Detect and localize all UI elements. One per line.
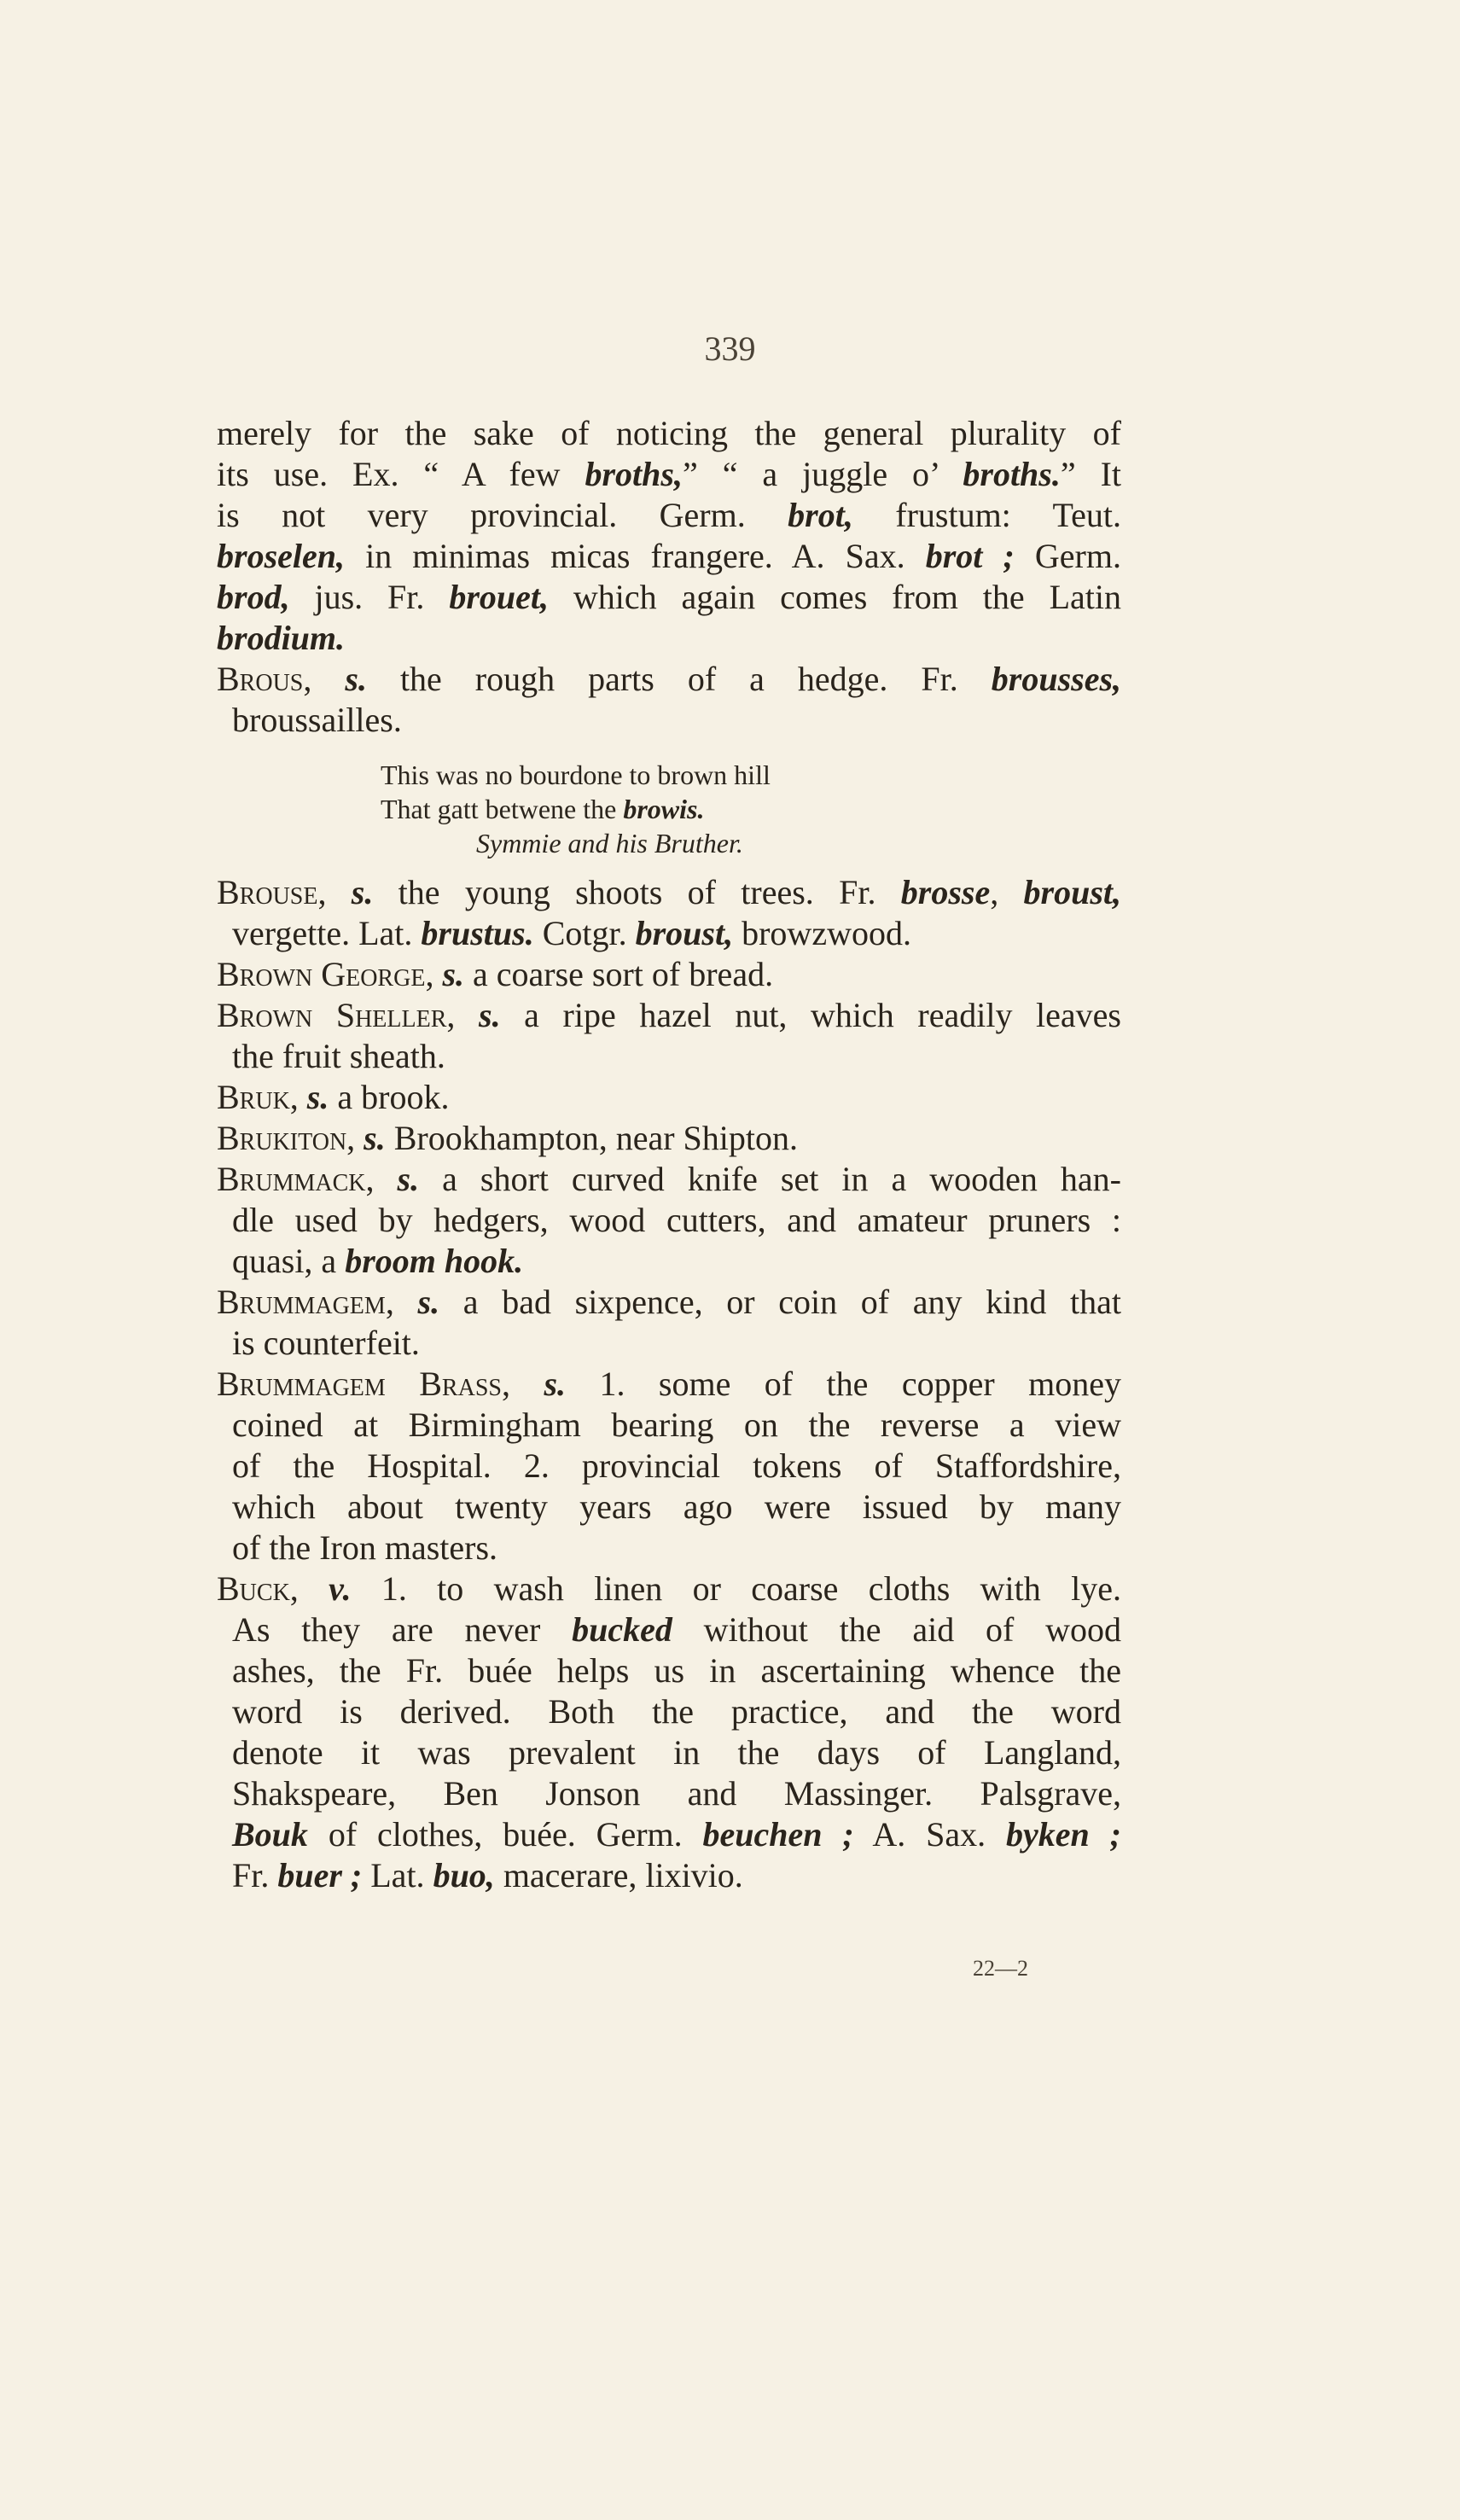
entry-line [217, 1077, 1121, 1118]
headword: Brouse [217, 873, 318, 911]
italic-text: broust, [1023, 873, 1121, 911]
text-run: coined at Birmingham bearing on the reverse a view [232, 1405, 1121, 1444]
italic-text: brodium. [217, 619, 346, 657]
text-run: ashes, the Fr. buée helps us in ascertaining whence the [232, 1651, 1121, 1690]
text-run: , [365, 1160, 398, 1198]
text-run: which again comes from the Latin [549, 578, 1121, 616]
italic-text: s. [345, 660, 367, 698]
italic-text: s. [364, 1119, 386, 1157]
entries-group-b [217, 872, 1121, 1896]
text-run: macerare, lixivio. [494, 1856, 743, 1894]
italic-text: brot ; [925, 537, 1015, 575]
text-run: Shakspeare, Ben Jonson and Massinger. Palsgrave, [232, 1774, 1121, 1813]
intro-line [217, 618, 1121, 659]
headword: Brummagem Brass [217, 1365, 502, 1403]
quote-line-2-text: That gatt betwene the [381, 794, 624, 824]
entry-line [217, 1364, 1121, 1405]
italic-text: v. [329, 1569, 352, 1608]
text-run: word is derived. Both the practice, and the word [232, 1692, 1121, 1731]
text-run: merely for the sake of noticing the general plurality of [217, 414, 1121, 452]
entry-line [217, 659, 1121, 700]
entry-brown-sheller [217, 995, 1121, 1077]
text-run: Brookhampton, near Shipton. [385, 1119, 799, 1157]
text-run: the fruit sheath. [232, 1037, 445, 1075]
italic-text: s. [306, 1078, 329, 1116]
italic-text: brustus. [421, 914, 534, 952]
italic-text: broths, [585, 455, 683, 493]
text-run: of the Iron masters. [232, 1528, 498, 1567]
italic-text: broust, [635, 914, 734, 952]
entry-line [217, 1650, 1121, 1691]
quote-line-2 [381, 792, 1121, 826]
entry-line [217, 1732, 1121, 1773]
italic-text: broselen, [217, 537, 345, 575]
text-run: of clothes, buée. Germ. [307, 1815, 703, 1854]
page-number: 339 [704, 329, 756, 368]
quote-line-1: This was no bourdone to brown hill [381, 759, 771, 790]
text-run: without the aid of wood [672, 1610, 1121, 1649]
text-run: jus. Fr. [289, 578, 450, 616]
entry-line [217, 1528, 1121, 1568]
intro-line [217, 413, 1121, 454]
entry-line [217, 1159, 1121, 1200]
text-run: , [990, 873, 1024, 911]
italic-text: brot, [788, 496, 853, 534]
text-run: , [425, 955, 443, 993]
italic-text: brod, [217, 578, 290, 616]
entry-brummagem-brass [217, 1364, 1121, 1568]
italic-text: Bouk [232, 1815, 308, 1854]
text-run: a short curved knife set in a wooden han- [419, 1160, 1121, 1198]
italic-text: s. [351, 873, 374, 911]
text-run: of the Hospital. 2. provincial tokens of Staffordshire, [232, 1446, 1121, 1485]
text-run: , [385, 1283, 418, 1321]
text-run: , [446, 996, 479, 1034]
intro-line [217, 495, 1121, 536]
headword: Buck [217, 1569, 290, 1608]
entry-line [217, 995, 1121, 1036]
entry-line [217, 1773, 1121, 1814]
text-run: A. Sax. [853, 1815, 1007, 1854]
text-run: the rough parts of a hedge. Fr. [366, 660, 992, 698]
text-run: the young shoots of trees. Fr. [373, 873, 901, 911]
entry-line [217, 913, 1121, 954]
entry-brous [217, 659, 1121, 741]
text-run: browzwood. [733, 914, 911, 952]
quote-line-2-italic: browis. [623, 794, 705, 824]
text-run: broussailles. [232, 701, 402, 739]
italic-text: s. [397, 1160, 420, 1198]
italic-text: byken ; [1006, 1815, 1121, 1854]
headword: Brown Sheller [217, 996, 447, 1034]
text-run: 1. some of the copper money [566, 1365, 1122, 1403]
intro-line [217, 454, 1121, 495]
intro-line [217, 536, 1121, 577]
text-run: Germ. [1014, 537, 1121, 575]
text-run: , [346, 1119, 364, 1157]
italic-text: s. [442, 955, 465, 993]
text-run: in minimas micas frangere. A. Sax. [345, 537, 926, 575]
text-run: vergette. Lat. [232, 914, 422, 952]
quotation-block [217, 758, 1121, 860]
text-run: , [303, 660, 346, 698]
text-run: a coarse sort of bread. [464, 955, 774, 993]
entry-brummagem [217, 1282, 1121, 1364]
text-run: dle used by hedgers, wood cutters, and amateur pruners : [232, 1201, 1121, 1239]
entry-line [217, 1118, 1121, 1159]
headword: Brummack [217, 1160, 366, 1198]
entry-line [217, 872, 1121, 913]
text-run: ” “ a juggle o’ [682, 455, 963, 493]
entry-buck [217, 1568, 1121, 1896]
entries-group-a [217, 659, 1121, 741]
intro-paragraph [217, 413, 1121, 659]
entry-brouse [217, 872, 1121, 954]
text-run: a brook. [329, 1078, 450, 1116]
entry-brukiton [217, 1118, 1121, 1159]
text-run: denote it was prevalent in the days of Langland, [232, 1733, 1121, 1772]
headword: Brous [217, 660, 304, 698]
entry-line [217, 954, 1121, 995]
entry-line [217, 1405, 1121, 1446]
text-run: a ripe hazel nut, which readily leaves [500, 996, 1121, 1034]
text-run: a bad sixpence, or coin of any kind that [439, 1283, 1121, 1321]
italic-text: s. [479, 996, 501, 1034]
italic-text: s. [544, 1365, 567, 1403]
text-run: is not very provincial. Germ. [217, 496, 788, 534]
text-run: Lat. [362, 1856, 433, 1894]
italic-text: brosse [900, 873, 991, 911]
entry-line [217, 1691, 1121, 1732]
italic-text: brousses, [991, 660, 1122, 698]
text-run: its use. Ex. “ A few [217, 455, 585, 493]
text-run: is counterfeit. [232, 1324, 420, 1362]
headword: Brown George [217, 955, 426, 993]
intro-line [217, 577, 1121, 618]
entry-line [217, 1487, 1121, 1528]
quote-attribution: Symmie and his Bruther. [476, 828, 743, 858]
entry-line [217, 1323, 1121, 1364]
headword: Brummagem [217, 1283, 386, 1321]
italic-text: broom hook. [345, 1242, 524, 1280]
entry-line [217, 1036, 1121, 1077]
italic-text: bucked [572, 1610, 672, 1649]
italic-text: buo, [433, 1856, 495, 1894]
text-run: which about twenty years ago were issued by many [232, 1487, 1121, 1526]
text-run: quasi, a [232, 1242, 346, 1280]
headword: Brukiton [217, 1119, 347, 1157]
italic-text: beuchen ; [702, 1815, 854, 1854]
entry-brummack [217, 1159, 1121, 1282]
signature-mark: 22—2 [973, 1956, 1028, 1981]
entry-line [217, 1241, 1121, 1282]
text-run: , [289, 1078, 307, 1116]
entry-line [217, 1568, 1121, 1609]
italic-text: buer ; [277, 1856, 363, 1894]
dictionary-text [217, 413, 1121, 1896]
italic-text: broths. [963, 455, 1061, 493]
text-run: , [317, 873, 352, 911]
entry-brown-george [217, 954, 1121, 995]
entry-line [217, 1446, 1121, 1487]
italic-text: s. [417, 1283, 440, 1321]
entry-line [217, 1200, 1121, 1241]
text-run: , [289, 1569, 329, 1608]
entry-line [217, 700, 1121, 741]
entry-line [217, 1814, 1121, 1855]
entry-line [217, 1609, 1121, 1650]
entry-line [217, 1282, 1121, 1323]
text-run: frustum: Teut. [852, 496, 1121, 534]
text-run: , [501, 1365, 544, 1403]
text-run: 1. to wash linen or coarse cloths with lye. [351, 1569, 1122, 1608]
entry-line [217, 1855, 1121, 1896]
text-run: Cotgr. [533, 914, 636, 952]
text-run: ” It [1060, 455, 1122, 493]
entry-bruk [217, 1077, 1121, 1118]
headword: Bruk [217, 1078, 290, 1116]
text-run: Fr. [232, 1856, 278, 1894]
text-run: As they are never [232, 1610, 573, 1649]
italic-text: brouet, [449, 578, 549, 616]
